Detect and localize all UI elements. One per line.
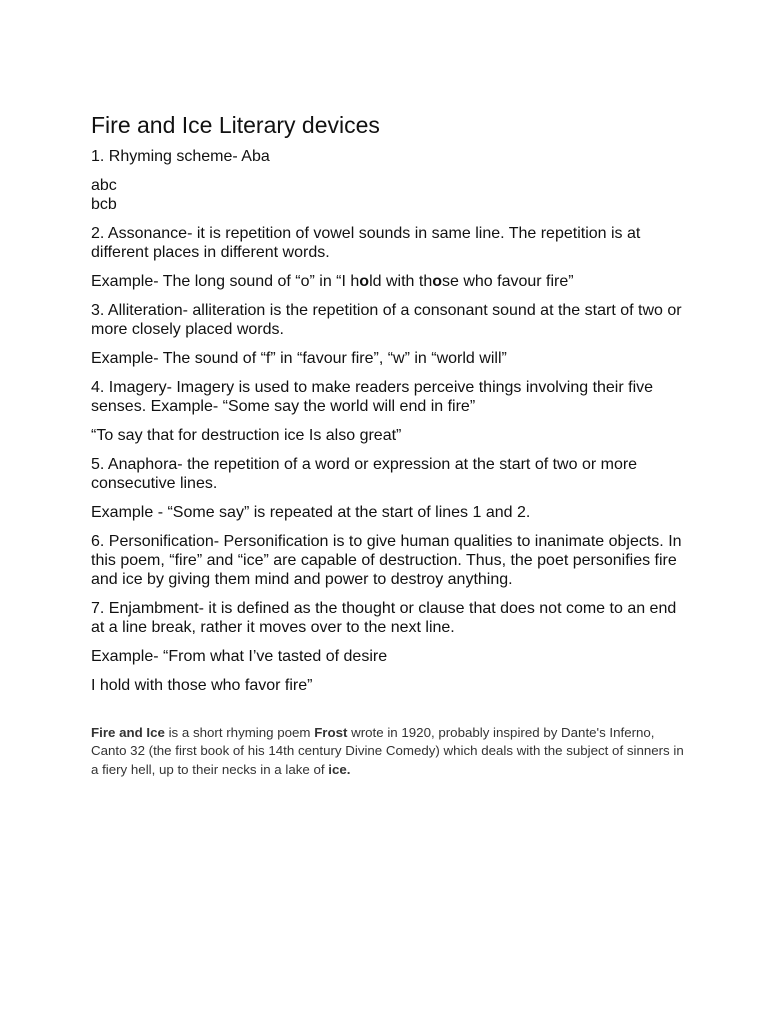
imagery-paragraph: 4. Imagery- Imagery is used to make readers perceive things involving their five senses. Example- “Some say the world will end in fire” [91, 379, 654, 415]
anaphora-example: Example - “Some say” is repeated at the start of lines 1 and 2. [91, 504, 531, 521]
assonance-example [91, 272, 691, 291]
enjambment-example-line-2: I hold with those who favor fire” [91, 677, 313, 694]
rhyme-scheme-heading: 1. Rhyming scheme- Aba [91, 148, 270, 165]
assonance-example-suffix: se who favour fire” [442, 273, 574, 290]
anaphora-paragraph: 5. Anaphora- the repetition of a word or expression at the start of two or more consecutive lines. [91, 456, 638, 492]
note-text-2: wrote in 1920, probably inspired by Dante's Inferno, Canto 32 (the first book of his 14th century Divine Comedy) which deals with the subject of sinners in a fiery hell, up to their necks in a lake of [91, 725, 684, 777]
enjambment-example: Example- “From what I’ve tasted of desire [91, 648, 388, 665]
assonance-example-prefix: Example- The long sound of “o” in “I h [91, 273, 360, 290]
assonance-example-middle: ld with th [369, 273, 433, 290]
rhyme-line-2: bcb [91, 196, 117, 213]
alliteration-example: Example- The sound of “f” in “favour fire”, “w” in “world will” [91, 350, 507, 367]
personification-paragraph: 6. Personification- Personification is to give human qualities to inanimate objects. In this poem, “fire” and “ice” are capable of destruction. Thus, the poet personifies fire and ice by giving them mind and power to destroy anything. [91, 533, 682, 588]
note-poem-title: Fire and Ice [91, 725, 165, 740]
assonance-example-bold-o-2: o [432, 273, 442, 290]
imagery-quote: “To say that for destruction ice Is also great” [91, 427, 402, 444]
note-text-1: is a short rhyming poem [164, 725, 315, 740]
poem-note [91, 724, 691, 779]
note-author: Frost [314, 725, 348, 740]
note-bold-end: ice. [328, 761, 351, 777]
enjambment-paragraph: 7. Enjambment- it is defined as the thought or clause that does not come to an end at a line break, rather it moves over to the next line. [91, 600, 677, 636]
rhyme-line-1: abc [91, 177, 117, 194]
document-page [91, 110, 691, 779]
assonance-example-bold-o-1: o [359, 273, 370, 290]
page-title: Fire and Ice Literary devices [91, 112, 380, 138]
assonance-paragraph: 2. Assonance- it is repetition of vowel sounds in same line. The repetition is at different places in different words. [91, 225, 641, 261]
alliteration-paragraph: 3. Alliteration- alliteration is the repetition of a consonant sound at the start of two or more closely placed words. [91, 302, 682, 338]
